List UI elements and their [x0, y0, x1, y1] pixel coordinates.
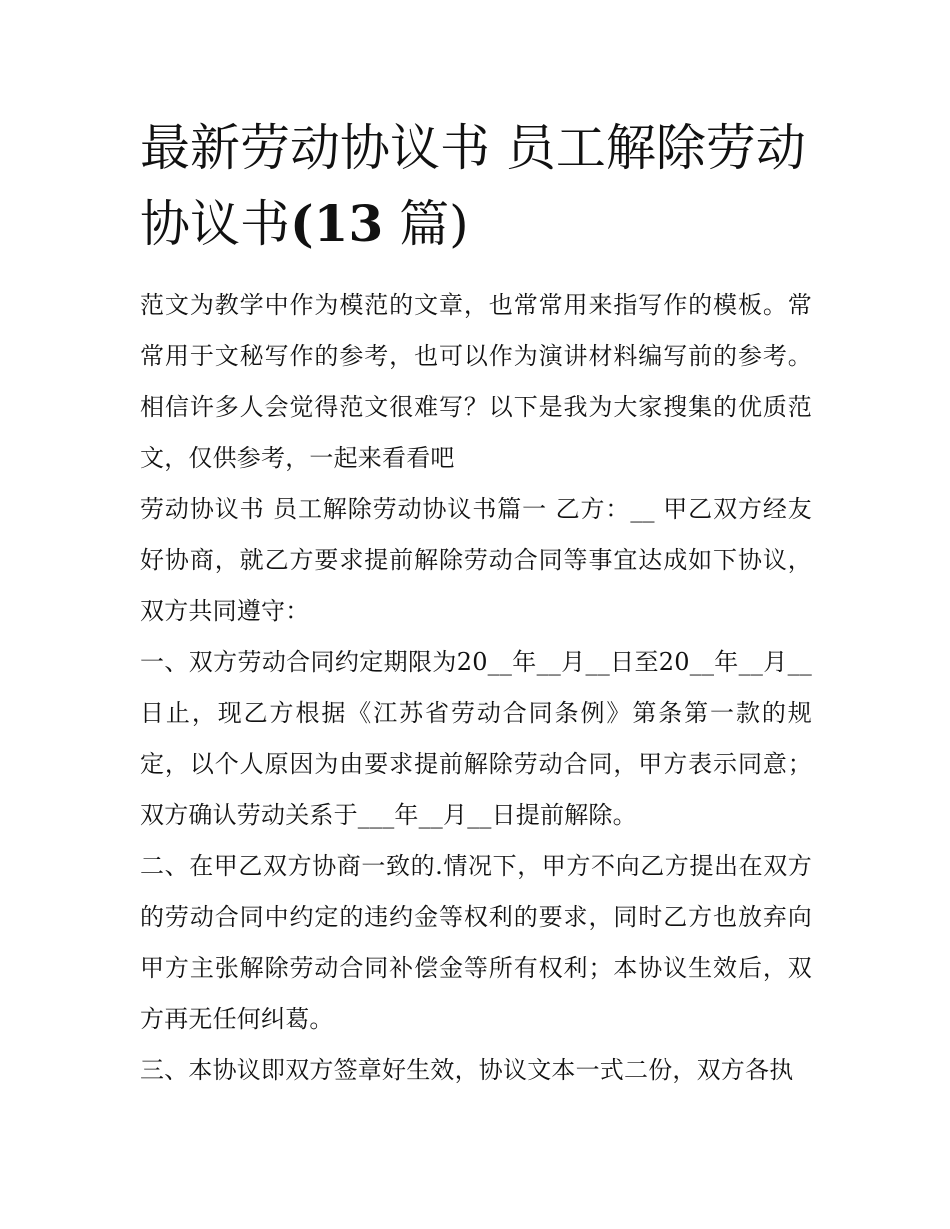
intro-paragraph: 范文为教学中作为模范的文章，也常常用来指写作的模板。常常用于文秘写作的参考，也可以作为演讲材料编写前的参考。相信许多人会觉得范文很难写？以下是我为大家搜集的优质范文，仅供参考，一起来看看吧	[140, 291, 812, 472]
clause-two-paragraph: 二、在甲乙双方协商一致的.情况下，甲方不向乙方提出在双方的劳动合同中约定的违约金等权利的要求，同时乙方也放弃向甲方主张解除劳动合同补偿金等所有权利；本协议生效后，双方再无任何纠葛。	[140, 852, 812, 1033]
title-count: (13	[290, 194, 384, 253]
clause-one-paragraph: 一、双方劳动合同约定期限为20__年__月__日至20__年__月__日止，现乙方根据《江苏省劳动合同条例》第条第一款的规定，以个人原因为由要求提前解除劳动合同，甲方表示同意；双方确认劳动关系于___年__月__日提前解除。	[140, 648, 812, 829]
clause-three-paragraph: 三、本协议即双方签章好生效，协议文本一式二份，双方各执	[140, 1056, 794, 1084]
document-body	[140, 280, 812, 1096]
title-suffix: 篇)	[383, 195, 469, 253]
title-text: 最新劳动协议书 员工解除劳动协议书	[140, 119, 806, 253]
agreement-opening-paragraph: 劳动协议书 员工解除劳动协议书篇一 乙方：__ 甲乙双方经友好协商，就乙方要求提前解除劳动合同等事宜达成如下协议，双方共同遵守：	[140, 495, 812, 625]
document-title	[140, 110, 820, 262]
